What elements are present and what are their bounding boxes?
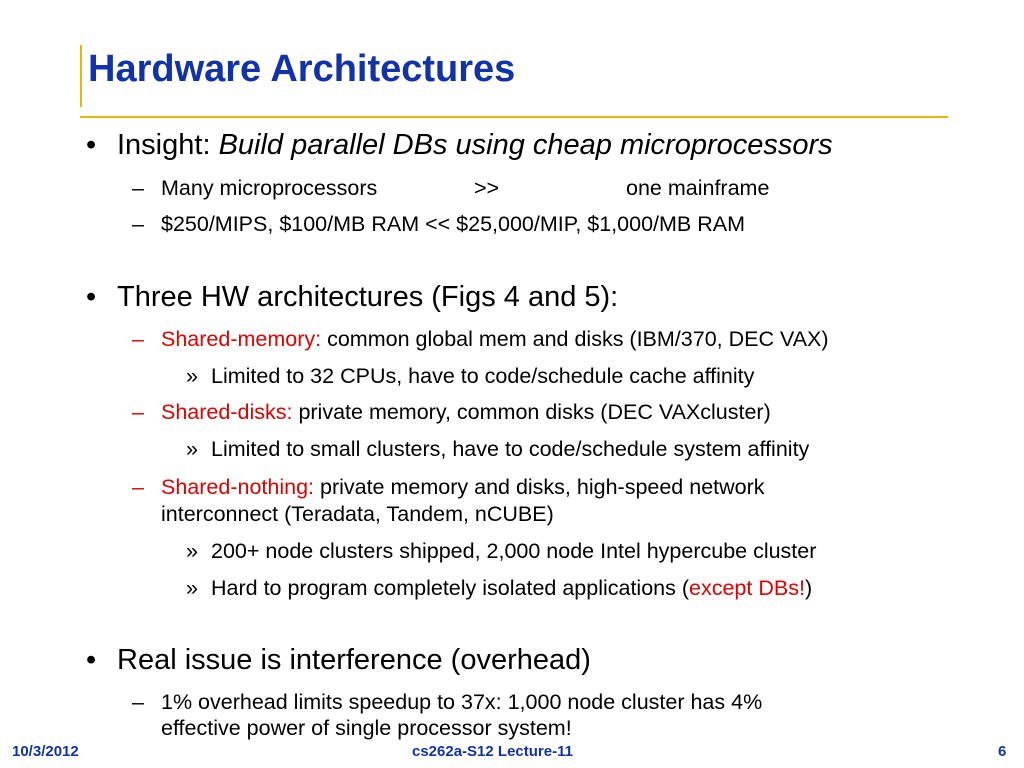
bullet-dot: •: [86, 644, 97, 676]
shared-disks-label: Shared-disks:: [161, 400, 293, 424]
footer-date: 10/3/2012: [12, 743, 79, 760]
shared-memory-note: Limited to 32 CPUs, have to code/schedule cache affinity: [211, 364, 755, 388]
raquo: »: [186, 576, 198, 600]
footer-page-number: 6: [998, 743, 1007, 760]
dash: –: [132, 400, 144, 424]
microprocessors-col3: one mainframe: [626, 176, 770, 200]
dash: –: [132, 176, 144, 200]
microprocessors-col1: Many microprocessors: [161, 176, 378, 200]
raquo: »: [186, 437, 198, 461]
real-issue-text: Real issue is interference (overhead): [117, 644, 591, 676]
overhead-line2: effective power of single processor system!: [161, 716, 572, 740]
three-architectures-text: Three HW architectures (Figs 4 and 5):: [117, 281, 619, 313]
shared-nothing-note2-red: except DBs!: [689, 576, 805, 600]
shared-nothing-text2: interconnect (Teradata, Tandem, nCUBE): [161, 502, 554, 526]
cost-text: $250/MIPS, $100/MB RAM << $25,000/MIP, $1,000/MB RAM: [161, 212, 745, 236]
insight-label: Insight:: [117, 129, 211, 161]
shared-nothing-label: Shared-nothing:: [161, 475, 314, 499]
shared-nothing-text: private memory and disks, high-speed network: [319, 475, 765, 499]
bullet-dot: •: [86, 129, 97, 161]
dash: –: [132, 475, 144, 499]
dash: –: [132, 690, 144, 714]
slide-title: Hardware Architectures: [88, 48, 516, 90]
dash: –: [132, 327, 144, 351]
microprocessors-col2: >>: [474, 176, 500, 200]
shared-nothing-note2-post: ): [804, 576, 813, 600]
shared-nothing-note2-pre: Hard to program completely isolated applications (: [211, 576, 690, 600]
overhead-line1: 1% overhead limits speedup to 37x: 1,000 node cluster has 4%: [161, 690, 763, 714]
shared-disks-note: Limited to small clusters, have to code/schedule system affinity: [211, 437, 810, 461]
raquo: »: [186, 539, 198, 563]
footer-course: cs262a-S12 Lecture-11: [412, 743, 573, 760]
shared-nothing-note1: 200+ node clusters shipped, 2,000 node Intel hypercube cluster: [211, 539, 817, 563]
shared-memory-label: Shared-memory:: [161, 327, 322, 351]
dash: –: [132, 212, 144, 236]
insight-text: Build parallel DBs using cheap microprocessors: [218, 129, 833, 161]
bullet-dot: •: [86, 281, 97, 313]
raquo: »: [186, 364, 198, 388]
shared-memory-text: common global mem and disks (IBM/370, DEC VAX): [327, 327, 829, 351]
shared-disks-text: private memory, common disks (DEC VAXcluster): [298, 400, 771, 424]
